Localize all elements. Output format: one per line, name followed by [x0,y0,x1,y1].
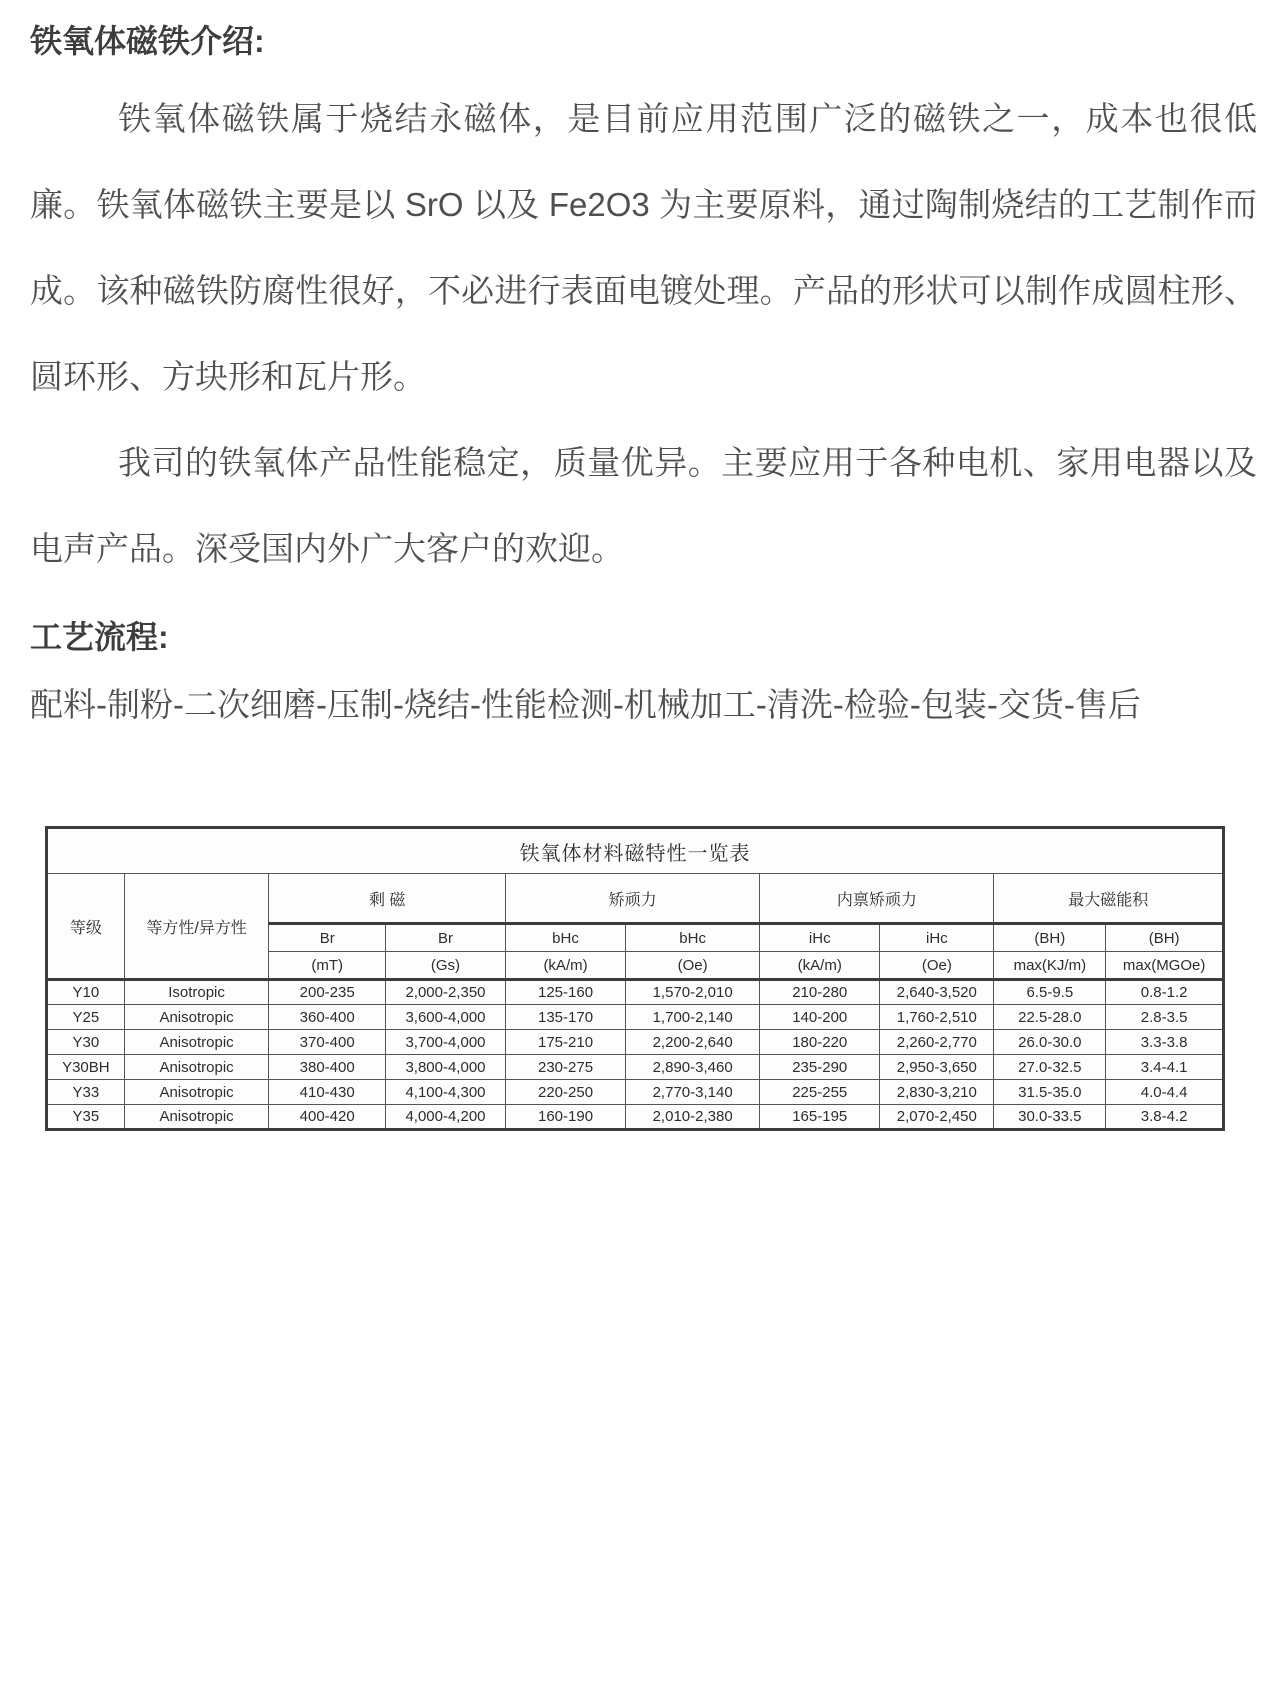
table-cell: 180-220 [760,1030,880,1055]
table-cell: Anisotropic [124,1030,269,1055]
table-cell: 400-420 [269,1105,386,1130]
table-cell: 135-170 [506,1005,626,1030]
table-cell: 1,760-2,510 [880,1005,994,1030]
table-cell: Anisotropic [124,1080,269,1105]
table-cell: 31.5-35.0 [994,1080,1106,1105]
table-cell: 4.0-4.4 [1106,1080,1224,1105]
col-unit-kam-1: (kA/m) [506,952,626,980]
table-cell: 2,200-2,640 [626,1030,760,1055]
table-cell: 27.0-32.5 [994,1055,1106,1080]
ferrite-properties-table [45,826,1225,1131]
table-cell: 2,950-3,650 [880,1055,994,1080]
table-cell: 1,700-2,140 [626,1005,760,1030]
table-cell: 140-200 [760,1005,880,1030]
table-cell: 200-235 [269,980,386,1005]
table-row [47,1105,1224,1130]
col-unit-mt: (mT) [269,952,386,980]
table-row [47,1055,1224,1080]
table-cell: 360-400 [269,1005,386,1030]
table-cell: 220-250 [506,1080,626,1105]
table-cell: 3,800-4,000 [385,1055,505,1080]
table-cell: 2,000-2,350 [385,980,505,1005]
table-cell: 380-400 [269,1055,386,1080]
intro-heading: 铁氧体磁铁介绍: [30,23,265,59]
table-cell: 125-160 [506,980,626,1005]
table-cell: 2,770-3,140 [626,1080,760,1105]
col-header-grade: 等级 [47,874,125,980]
col-group-intrinsic-coercivity: 内禀矫顽力 [760,874,994,924]
table-cell: 235-290 [760,1055,880,1080]
table-cell: Y25 [47,1005,125,1030]
col-header-isotropy: 等方性/异方性 [124,874,269,980]
table-cell: 225-255 [760,1080,880,1105]
col-unit-max-mgoe: max(MGOe) [1106,952,1224,980]
col-group-max-energy-product: 最大磁能积 [994,874,1224,924]
table-row [47,980,1224,1005]
table-cell: Y33 [47,1080,125,1105]
col-unit-max-kjm: max(KJ/m) [994,952,1106,980]
table-cell: 2,830-3,210 [880,1080,994,1105]
table-cell: 2,070-2,450 [880,1105,994,1130]
table-cell: Anisotropic [124,1055,269,1080]
table-cell: 370-400 [269,1030,386,1055]
process-flow-text: 配料-制粉-二次细磨-压制-烧结-性能检测-机械加工-清洗-检验-包装-交货-售后 [30,686,1141,723]
col-unit-gs: (Gs) [385,952,505,980]
table-cell: 0.8-1.2 [1106,980,1224,1005]
table-cell: 165-195 [760,1105,880,1130]
table-cell: Anisotropic [124,1005,269,1030]
table-cell: 230-275 [506,1055,626,1080]
table-cell: 2.8-3.5 [1106,1005,1224,1030]
process-heading: 工艺流程: [30,619,169,655]
table-cell: 2,890-3,460 [626,1055,760,1080]
table-cell: Anisotropic [124,1105,269,1130]
col-symbol-bh-mgoe: (BH) [1106,924,1224,952]
col-symbol-bh-kj: (BH) [994,924,1106,952]
col-unit-kam-2: (kA/m) [760,952,880,980]
col-group-coercivity: 矫顽力 [506,874,760,924]
table-cell: Y10 [47,980,125,1005]
table-cell: 3.3-3.8 [1106,1030,1224,1055]
table-cell: Y30 [47,1030,125,1055]
table-cell: 175-210 [506,1030,626,1055]
table-cell: 26.0-30.0 [994,1030,1106,1055]
col-symbol-bhc-oe: bHc [626,924,760,952]
intro-paragraph-1: 铁氧体磁铁属于烧结永磁体，是目前应用范围广泛的磁铁之一，成本也很低廉。铁氧体磁铁主要是以 SrO 以及 Fe2O3 为主要原料，通过陶制烧结的工艺制作而成。该种磁铁防腐性很好，不必进行表面电镀处理。产品的形状可以制作成圆柱形、圆环形、方块形和瓦片形。 [30,100,1257,395]
table-cell: 22.5-28.0 [994,1005,1106,1030]
table-cell: Y30BH [47,1055,125,1080]
col-symbol-ihc-oe: iHc [880,924,994,952]
table-cell: 160-190 [506,1105,626,1130]
table-cell: 2,640-3,520 [880,980,994,1005]
col-group-remanence: 剩 磁 [269,874,506,924]
table-row [47,1005,1224,1030]
properties-table-container [45,826,1257,1131]
table-cell: Isotropic [124,980,269,1005]
table-title: 铁氧体材料磁特性一览表 [47,828,1224,874]
table-cell: Y35 [47,1105,125,1130]
table-cell: 410-430 [269,1080,386,1105]
col-unit-oe-1: (Oe) [626,952,760,980]
table-cell: 2,010-2,380 [626,1105,760,1130]
table-cell: 3,600-4,000 [385,1005,505,1030]
table-cell: 4,100-4,300 [385,1080,505,1105]
col-symbol-br-mt: Br [269,924,386,952]
table-cell: 3,700-4,000 [385,1030,505,1055]
col-symbol-ihc-kam: iHc [760,924,880,952]
col-symbol-bhc-kam: bHc [506,924,626,952]
table-cell: 3.4-4.1 [1106,1055,1224,1080]
table-row [47,1080,1224,1105]
table-cell: 3.8-4.2 [1106,1105,1224,1130]
intro-paragraph-2: 我司的铁氧体产品性能稳定，质量优异。主要应用于各种电机、家用电器以及电声产品。深受国内外广大客户的欢迎。 [30,444,1257,567]
table-cell: 6.5-9.5 [994,980,1106,1005]
table-body [47,980,1224,1130]
table-cell: 4,000-4,200 [385,1105,505,1130]
table-cell: 210-280 [760,980,880,1005]
col-unit-oe-2: (Oe) [880,952,994,980]
col-symbol-br-gs: Br [385,924,505,952]
table-cell: 30.0-33.5 [994,1105,1106,1130]
table-cell: 1,570-2,010 [626,980,760,1005]
table-cell: 2,260-2,770 [880,1030,994,1055]
table-row [47,1030,1224,1055]
